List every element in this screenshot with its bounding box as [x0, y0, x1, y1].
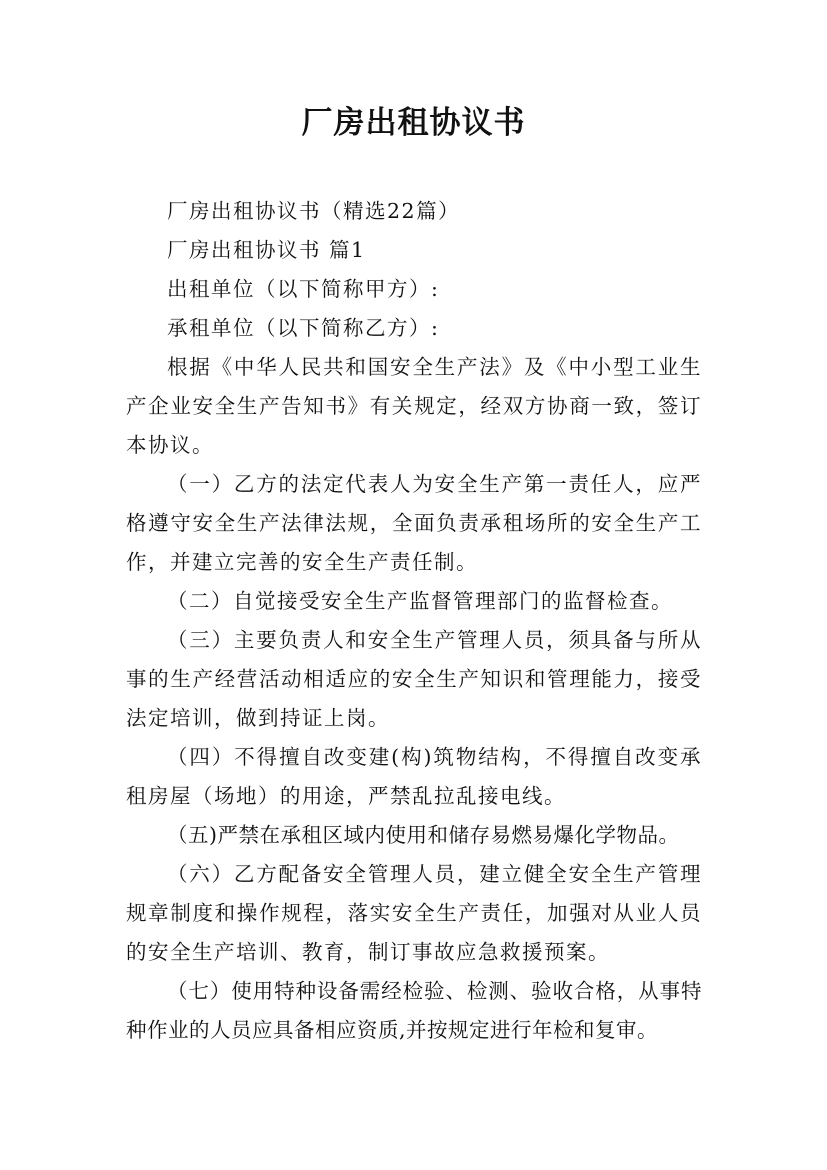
- paragraph-clause-3: （三）主要负责人和安全生产管理人员，须具备与所从事的生产经营活动相适应的安全生产知识和管理能力，接受法定培训，做到持证上岗。: [126, 628, 702, 730]
- paragraph-section-heading: 厂房出租协议书 篇1: [167, 238, 366, 262]
- paragraph-clause-7: （七）使用特种设备需经检验、检测、验收合格，从事特种作业的人员应具备相应资质,并按规定进行年检和复审。: [126, 979, 702, 1042]
- paragraph-clause-4: （四）不得擅自改变建(构)筑物结构，不得擅自改变承租房屋（场地）的用途，严禁乱拉乱接电线。: [126, 745, 702, 808]
- paragraph-clause-6: （六）乙方配备安全管理人员，建立健全安全生产管理规章制度和操作规程，落实安全生产责任，加强对从业人员的安全生产培训、教育，制订事故应急救援预案。: [126, 862, 702, 964]
- paragraph-collection-heading: 厂房出租协议书（精选22篇）: [167, 199, 461, 223]
- paragraph-clause-2: （二）自觉接受安全生产监督管理部门的监督检查。: [167, 589, 673, 613]
- paragraph-clause-5: （五)严禁在承租区域内使用和储存易燃易爆化学物品。: [167, 823, 680, 847]
- paragraph-lessor: 出租单位（以下简称甲方）:: [167, 277, 440, 301]
- document-title: 厂房出租协议书: [301, 105, 526, 141]
- paragraph-preamble: 根据《中华人民共和国安全生产法》及《中小型工业生产企业安全生产告知书》有关规定，经双方协商一致，签订本协议。: [126, 355, 702, 457]
- document-body: [126, 192, 702, 1050]
- paragraph-lessee: 承租单位（以下简称乙方）:: [167, 316, 440, 340]
- paragraph-clause-1: （一）乙方的法定代表人为安全生产第一责任人，应严格遵守安全生产法律法规，全面负责承租场所的安全生产工作，并建立完善的安全生产责任制。: [126, 472, 702, 574]
